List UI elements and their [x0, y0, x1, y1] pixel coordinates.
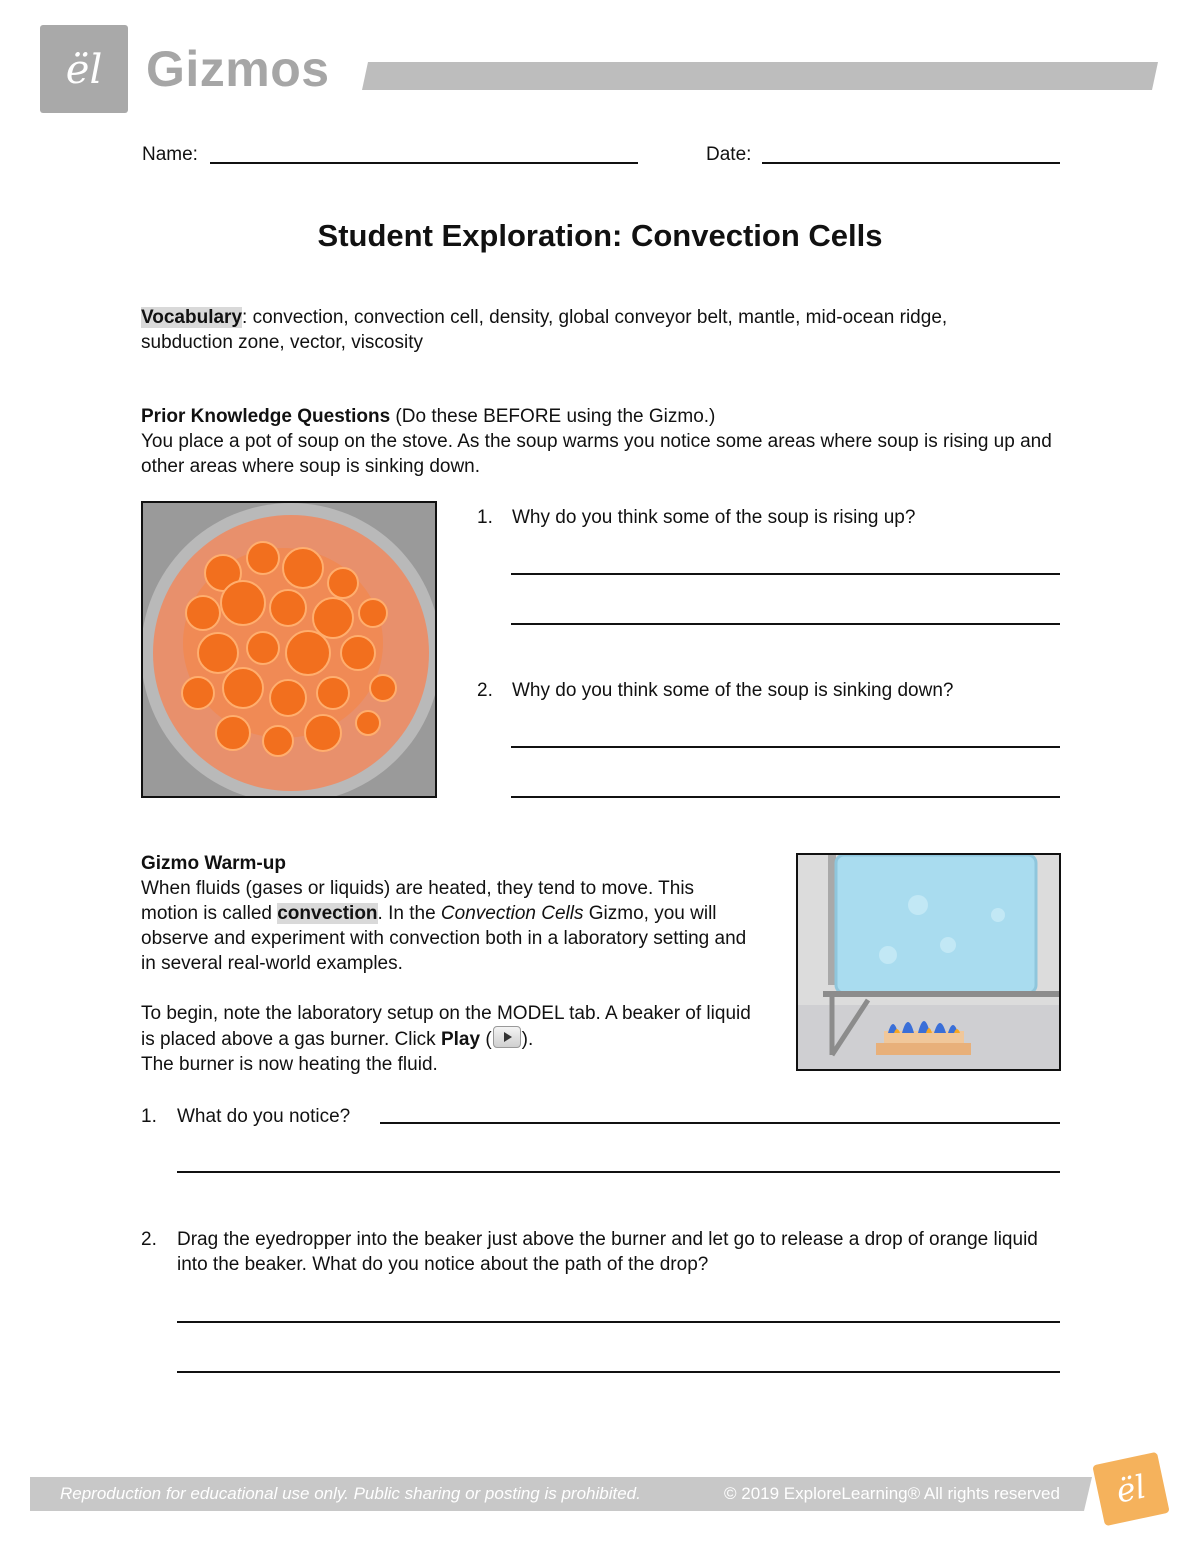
- date-label: Date:: [706, 144, 752, 165]
- pk-answer-1-line-2[interactable]: [511, 623, 1060, 625]
- warmup-question-1-number: 1.: [141, 1106, 157, 1127]
- warmup-question-2-number: 2.: [141, 1229, 157, 1250]
- play-label: Play: [440, 1029, 481, 1050]
- footer-logo-glyph: ël: [1112, 1467, 1150, 1511]
- warmup-question-1: [141, 1104, 351, 1129]
- warmup-question-2: [141, 1227, 1041, 1275]
- vocabulary-terms: : convection, convection cell, density, global conveyor belt, mantle, mid-ocean ridge, subduction zone, vector, viscosity: [141, 307, 948, 353]
- warmup-answer-2-line-2[interactable]: [177, 1371, 1060, 1373]
- warmup-answer-1-line-2[interactable]: [177, 1171, 1060, 1173]
- warmup-answer-2-line-1[interactable]: [177, 1321, 1060, 1323]
- pk-question-2: [477, 678, 954, 703]
- warmup-p2-text-c: ).: [521, 1029, 534, 1050]
- warmup-p2-text-b: (: [480, 1029, 492, 1050]
- warmup-question-2-text: Drag the eyedropper into the beaker just above the burner and let go to release a drop of orange liquid into the beaker. What do you notice about the path of the drop?: [177, 1229, 1038, 1275]
- vocabulary-label: Vocabulary: [141, 307, 243, 328]
- brand-title: Gizmos: [146, 41, 330, 97]
- warmup-p1-text-a: When fluids (gases or liquids) are heated, they tend to move. This motion is called: [141, 878, 695, 924]
- pk-question-2-text: Why do you think some of the soup is sinking down?: [512, 680, 954, 701]
- explorelearning-logo-glyph: ël: [65, 47, 103, 93]
- pk-answer-1-line-1[interactable]: [511, 573, 1060, 575]
- name-label: Name:: [142, 144, 198, 165]
- warmup-heading: Gizmo Warm-up: [141, 853, 286, 874]
- warmup-paragraph-2: [141, 1001, 751, 1077]
- page-title: Student Exploration: Convection Cells: [317, 218, 883, 253]
- warmup-section: [141, 851, 751, 1077]
- warmup-p1-text-c: Gizmo, you will observe and experiment with convection both in a laboratory setting and in several real-world examples.: [141, 903, 747, 974]
- soup-pot-photo: [141, 501, 437, 798]
- play-button-icon: [493, 1026, 521, 1048]
- prior-knowledge-section: [141, 404, 1071, 479]
- pk-question-2-number: 2.: [477, 680, 493, 701]
- gizmo-name: Convection Cells: [440, 903, 584, 924]
- warmup-answer-1-line-1[interactable]: [380, 1122, 1060, 1124]
- pk-answer-2-line-2[interactable]: [511, 796, 1060, 798]
- pk-question-1-number: 1.: [477, 507, 493, 528]
- explorelearning-footer-logo: [1092, 1452, 1169, 1526]
- beaker-burner-illustration: [796, 853, 1061, 1071]
- warmup-question-1-text: What do you notice?: [177, 1106, 351, 1127]
- prior-knowledge-note: (Do these BEFORE using the Gizmo.): [390, 406, 716, 427]
- warmup-paragraph-1: [141, 876, 751, 976]
- footer-copyright: © 2019 ExploreLearning® All rights reserved: [724, 1484, 1060, 1503]
- prior-knowledge-heading: Prior Knowledge Questions: [141, 406, 391, 427]
- prior-knowledge-heading-line: [141, 404, 1071, 429]
- warmup-p2-text-d: The burner is now heating the fluid.: [141, 1054, 438, 1075]
- pk-answer-2-line-1[interactable]: [511, 746, 1060, 748]
- warmup-p1-text-b: . In the: [377, 903, 441, 924]
- date-field[interactable]: [762, 162, 1060, 164]
- gizmos-logo: [40, 25, 128, 113]
- warmup-p2-text-a: To begin, note the laboratory setup on the MODEL tab. A beaker of liquid is placed above a gas burner. Click: [141, 1003, 751, 1050]
- vocabulary-paragraph: [141, 305, 1041, 355]
- name-field[interactable]: [210, 162, 638, 164]
- header-decor-bar: [362, 62, 1158, 90]
- footer-usage-notice: Reproduction for educational use only. Public sharing or posting is prohibited.: [60, 1484, 641, 1503]
- pk-question-1-text: Why do you think some of the soup is rising up?: [512, 507, 916, 528]
- pk-question-1: [477, 505, 916, 530]
- prior-knowledge-intro: You place a pot of soup on the stove. As the soup warms you notice some areas where soup is rising up and other areas where soup is sinking down.: [141, 431, 1052, 477]
- convection-term: convection: [277, 903, 378, 924]
